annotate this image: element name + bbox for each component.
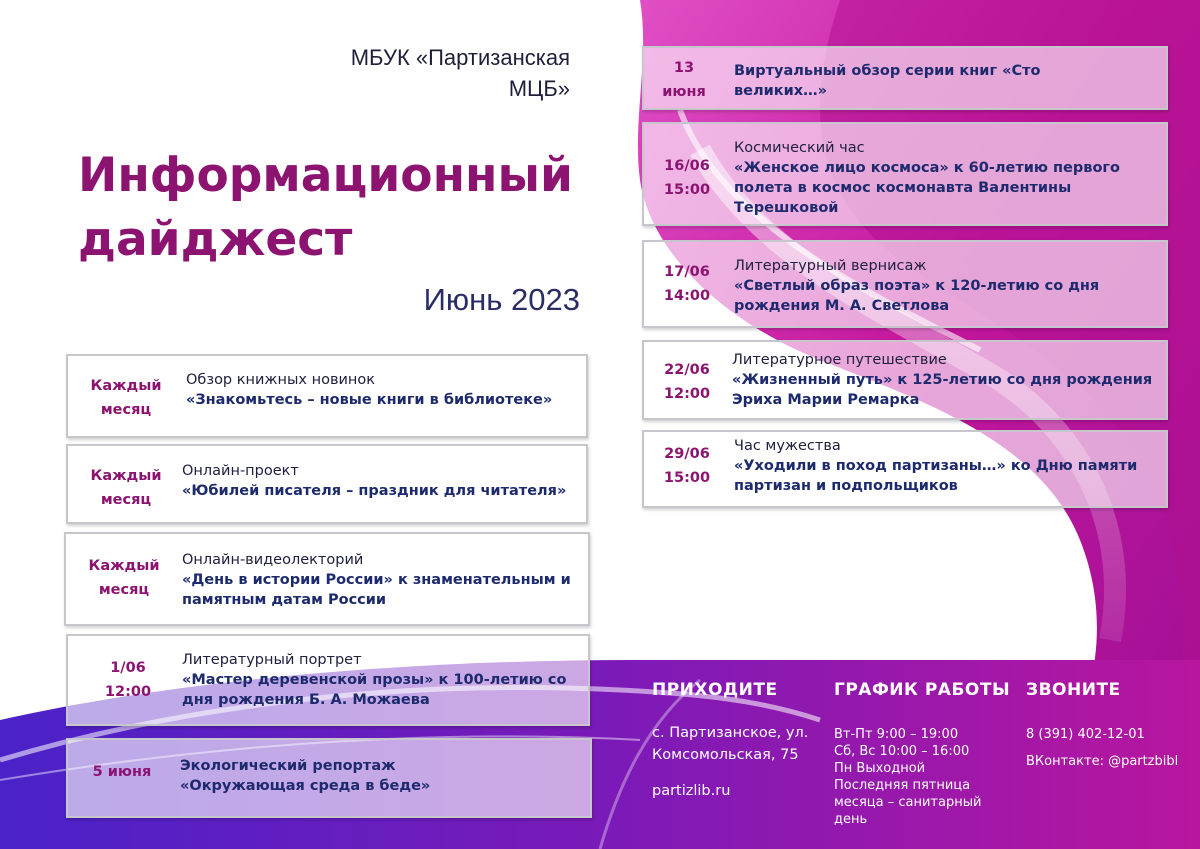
event-kind: Экологический репортаж bbox=[180, 758, 396, 774]
event-card[interactable] bbox=[66, 738, 592, 818]
event-name: «День в истории России» к знаменательным и памятным датам России bbox=[182, 572, 571, 608]
event-kind: Онлайн-проект bbox=[182, 463, 299, 479]
event-text bbox=[180, 756, 580, 796]
phone-number[interactable]: 8 (391) 402-12-01 bbox=[1026, 727, 1145, 742]
website-link[interactable]: partizlib.ru bbox=[652, 783, 731, 799]
event-kind: Обзор книжных новинок bbox=[186, 372, 376, 388]
event-card[interactable] bbox=[642, 340, 1168, 420]
call-section bbox=[1026, 680, 1186, 770]
event-kind: Космический час bbox=[734, 140, 865, 156]
event-kind: Час мужества bbox=[734, 438, 841, 454]
event-text bbox=[734, 61, 1064, 101]
event-date: 17/06 14:00 bbox=[663, 264, 711, 304]
visit-section bbox=[652, 680, 827, 802]
schedule-line: Сб, Вс 10:00 – 16:00 bbox=[834, 744, 970, 759]
event-text bbox=[186, 370, 581, 410]
event-name: «Уходили в поход партизаны…» ко Дню памяти партизан и подпольщиков bbox=[734, 458, 1138, 494]
call-heading: ЗВОНИТЕ bbox=[1026, 680, 1121, 700]
event-card[interactable] bbox=[66, 354, 588, 438]
event-name: Виртуальный обзор серии книг «Сто великих…» bbox=[734, 63, 1041, 99]
event-text bbox=[732, 350, 1162, 410]
event-date: 1/06 12:00 bbox=[104, 660, 152, 700]
event-card[interactable] bbox=[642, 46, 1168, 110]
event-card[interactable] bbox=[642, 240, 1168, 328]
event-date: 29/06 15:00 bbox=[663, 446, 711, 486]
event-kind: Литературное путешествие bbox=[732, 352, 947, 368]
event-text bbox=[182, 461, 582, 501]
event-text bbox=[734, 138, 1164, 218]
schedule-heading: ГРАФИК РАБОТЫ bbox=[834, 680, 1011, 700]
event-kind: Литературный вернисаж bbox=[734, 258, 927, 274]
event-name: «Юбилей писателя – праздник для читателя» bbox=[182, 483, 567, 499]
event-name: «Женское лицо космоса» к 60-летию первого полета в космос космонавта Валентины Терешковой bbox=[734, 160, 1120, 216]
event-name: «Знакомьтесь – новые книги в библиотеке» bbox=[186, 392, 553, 408]
month-label: Июнь 2023 bbox=[423, 282, 580, 317]
event-text bbox=[734, 436, 1154, 496]
page-title: Информационный дайджест bbox=[78, 148, 573, 267]
event-kind: Онлайн-видеолекторий bbox=[182, 552, 364, 568]
event-card[interactable] bbox=[66, 444, 588, 524]
event-card[interactable] bbox=[66, 634, 590, 726]
event-date: 13 июня bbox=[662, 60, 706, 100]
event-date: Каждый месяц bbox=[90, 378, 162, 418]
event-date: 22/06 12:00 bbox=[663, 362, 711, 402]
event-text bbox=[182, 550, 582, 610]
event-date: 16/06 15:00 bbox=[663, 158, 711, 198]
address: с. Партизанское, ул. Комсомольская, 75 bbox=[652, 725, 809, 763]
event-name: «Мастер деревенской прозы» к 100-летию со дня рождения Б. А. Можаева bbox=[182, 672, 567, 708]
event-date: Каждый месяц bbox=[88, 558, 160, 598]
schedule-line: Вт-Пт 9:00 – 19:00 bbox=[834, 727, 959, 742]
event-name: «Светлый образ поэта» к 120-летию со дня рождения М. А. Светлова bbox=[734, 278, 1100, 314]
event-name: «Жизненный путь» к 125-летию со дня рождения Эриха Марии Ремарка bbox=[732, 372, 1153, 408]
visit-heading: ПРИХОДИТЕ bbox=[652, 680, 778, 700]
organization-name: МБУК «Партизанская МЦБ» bbox=[350, 45, 570, 101]
event-text bbox=[734, 256, 1164, 316]
event-date: Каждый месяц bbox=[90, 468, 162, 508]
event-name: «Окружающая среда в беде» bbox=[180, 778, 431, 794]
schedule-list bbox=[834, 726, 1014, 828]
schedule-line: Пн Выходной bbox=[834, 761, 926, 776]
event-card[interactable] bbox=[642, 122, 1168, 226]
schedule-line: Последняя пятница месяца – санитарный день bbox=[834, 778, 982, 827]
schedule-section bbox=[834, 680, 1014, 828]
vk-link[interactable]: ВКонтакте: @partzbibl bbox=[1026, 754, 1179, 769]
event-card[interactable] bbox=[642, 430, 1168, 508]
event-kind: Литературный портрет bbox=[182, 652, 362, 668]
event-date: 5 июня bbox=[92, 764, 152, 780]
event-card[interactable] bbox=[64, 532, 590, 626]
event-text bbox=[182, 650, 582, 710]
